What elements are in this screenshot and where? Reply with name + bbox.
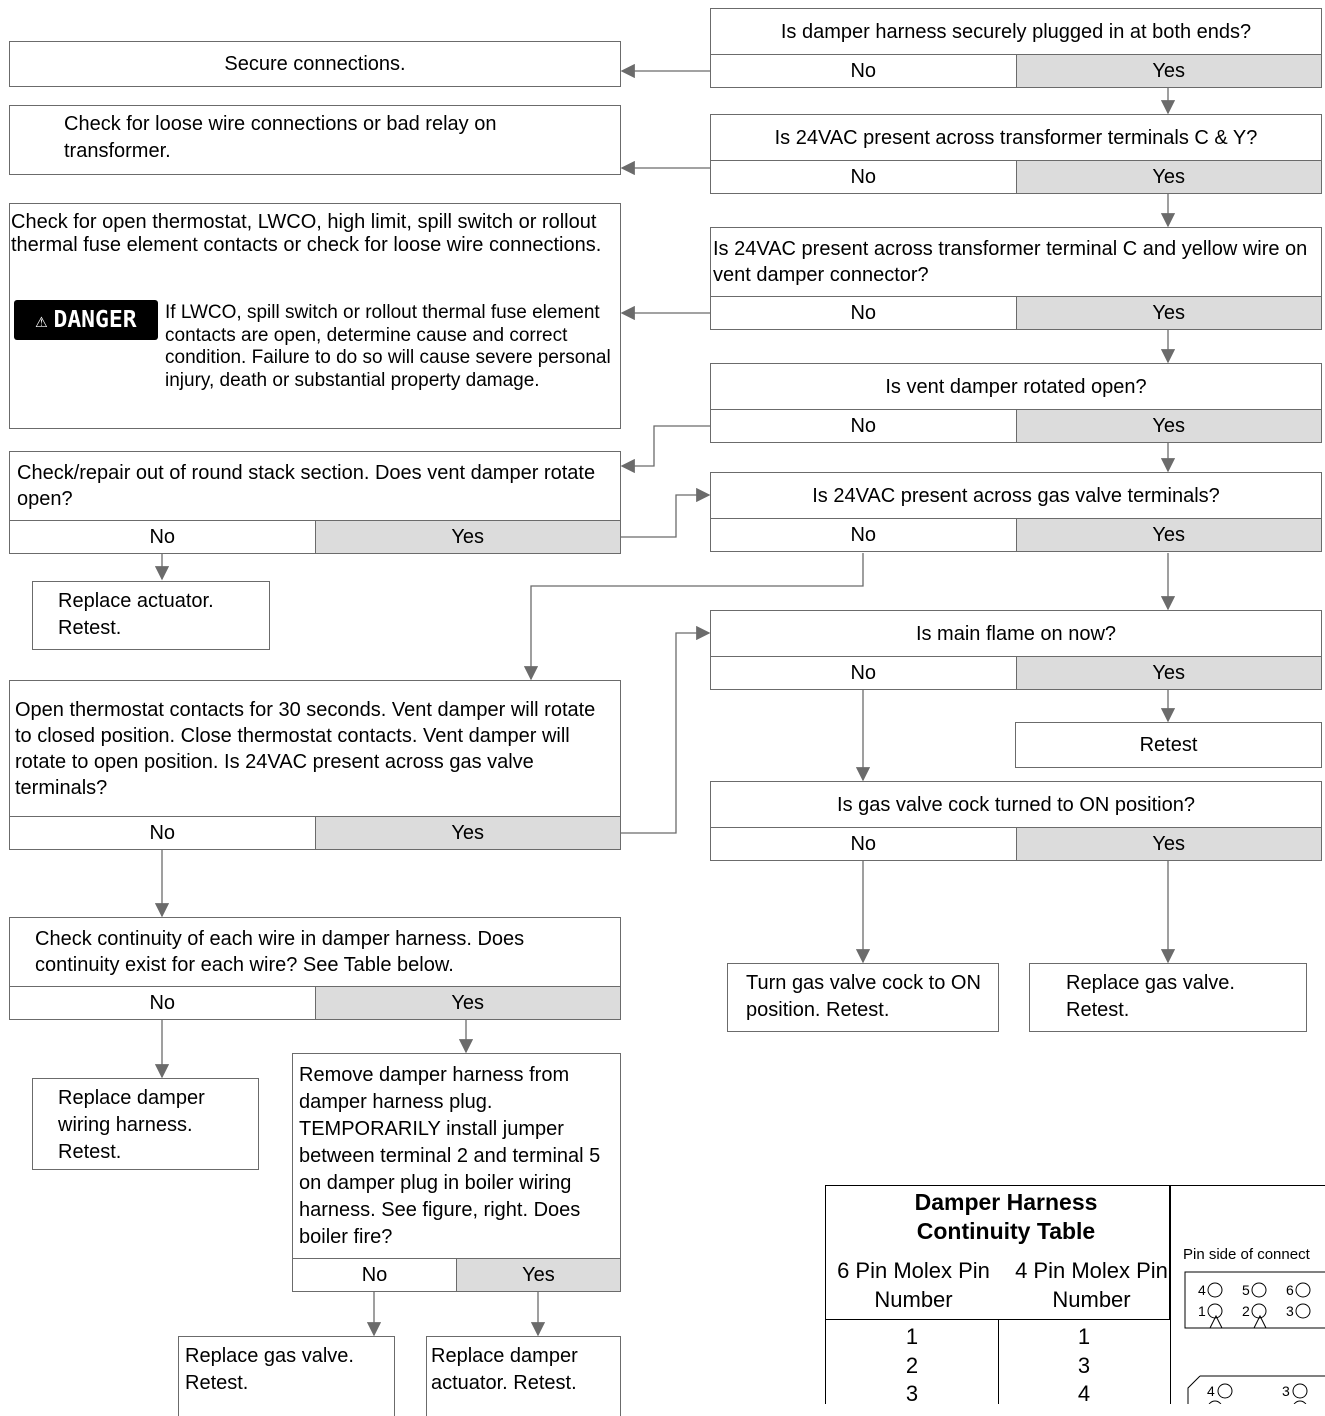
pin-label: 3 <box>1286 1303 1294 1319</box>
cell: 3 <box>905 1381 919 1404</box>
action-secure-connections <box>9 41 621 87</box>
action-turn-gas-cock: Turn gas valve cock to ON position. Retest. <box>727 963 999 1032</box>
answer-yes: Yes <box>315 987 621 1019</box>
answer-yes: Yes <box>1016 657 1322 689</box>
answer-no: No <box>850 302 877 324</box>
answer-no: No <box>149 992 176 1014</box>
pin-label: 1 <box>1198 1303 1206 1319</box>
action-text: Check for open thermostat, LWCO, high limit, spill switch or rollout thermal fuse element contacts or check for loose wire connections. <box>11 211 602 256</box>
cell: 1 <box>1077 1324 1091 1349</box>
answer-no: No <box>850 166 877 188</box>
connector-figure <box>1170 1266 1325 1404</box>
action-replace-damper-actuator: Replace damper actuator. Retest. <box>426 1336 621 1416</box>
arrow-q4-no <box>622 426 711 466</box>
cell: 1 <box>905 1324 919 1349</box>
question-vent-damper-open <box>710 363 1322 443</box>
question-open-thermostat <box>9 680 621 850</box>
question-text: Open thermostat contacts for 30 seconds. Vent damper will rotate to closed position. Close thermostat contacts. Vent damper will rotate to open position. Is 24VAC present across gas valve terminals? <box>9 680 621 816</box>
pin-label: 4 <box>1207 1383 1215 1399</box>
table-row <box>826 1323 1170 1404</box>
answer-no: No <box>149 526 176 548</box>
question-text: Is 24VAC present across transformer terminal C and yellow wire on vent damper connector? <box>710 227 1322 296</box>
answer-yes: Yes <box>315 521 621 553</box>
col2-header: 4 Pin Molex Pin Number <box>1015 1258 1168 1312</box>
answer-yes: Yes <box>315 817 621 849</box>
danger-label: DANGER <box>53 307 137 333</box>
answer-no: No <box>850 662 877 684</box>
figure-label: Pin side of connect <box>1183 1246 1310 1263</box>
question-text: Check/repair out of round stack section. Does vent damper rotate open? <box>9 451 621 520</box>
pin-label: 4 <box>1198 1282 1206 1298</box>
question-text: Is gas valve cock turned to ON position? <box>710 781 1322 827</box>
answer-yes: Yes <box>1016 297 1322 329</box>
question-main-flame <box>710 610 1322 690</box>
cell: 3 <box>1077 1352 1091 1378</box>
action-check-loose-wire: Check for loose wire connections or bad relay on transformer. <box>9 105 621 175</box>
pin-label: 5 <box>1242 1282 1250 1298</box>
question-24vac-gas-valve <box>710 472 1322 552</box>
pin-label: 6 <box>1286 1282 1294 1298</box>
question-harness-plugged <box>710 8 1322 88</box>
question-text: Is main flame on now? <box>710 610 1322 656</box>
danger-text: If LWCO, spill switch or rollout thermal fuse element contacts are open, determine cause and correct condition. Failure to do so will cause severe personal injury, death or substantial property damage. <box>165 302 611 391</box>
action-replace-gas-valve-2: Replace gas valve. Retest. <box>178 1336 395 1416</box>
question-text: Is 24VAC present across gas valve terminals? <box>710 472 1322 518</box>
question-text: Is 24VAC present across transformer terminals C & Y? <box>710 114 1322 160</box>
answer-yes: Yes <box>1016 161 1322 193</box>
question-text: Is damper harness securely plugged in at both ends? <box>710 8 1322 54</box>
table-title: Damper Harness Continuity Table <box>914 1189 1098 1244</box>
action-replace-actuator: Replace actuator. Retest. <box>32 581 270 650</box>
answer-no: No <box>850 524 877 546</box>
action-check-open-contacts <box>9 203 621 429</box>
action-replace-harness: Replace damper wiring harness. Retest. <box>32 1078 259 1170</box>
arrow-q4b-yes <box>621 495 709 537</box>
answer-yes: Yes <box>1016 55 1322 87</box>
action-retest <box>1015 722 1322 768</box>
answer-yes: Yes <box>1016 410 1322 442</box>
action-replace-gas-valve: Replace gas valve. Retest. <box>1029 963 1307 1032</box>
answer-yes: Yes <box>456 1259 620 1291</box>
question-24vac-transformer <box>710 114 1322 194</box>
question-continuity <box>9 917 621 1020</box>
action-text: Secure connections. <box>224 52 406 75</box>
answer-no: No <box>149 822 176 844</box>
question-gas-valve-cock <box>710 781 1322 861</box>
question-text: Check continuity of each wire in damper harness. Does continuity exist for each wire? See Table below. <box>9 917 621 986</box>
pin-label: 3 <box>1282 1383 1290 1399</box>
continuity-table <box>825 1185 1325 1404</box>
cell: 2 <box>905 1352 919 1378</box>
answer-no: No <box>361 1264 388 1286</box>
arrow-q7-yes <box>621 633 709 833</box>
question-24vac-yellow-wire <box>710 227 1322 330</box>
question-repair-stack <box>9 451 621 554</box>
answer-no: No <box>850 415 877 437</box>
answer-no: No <box>850 60 877 82</box>
question-text: Is vent damper rotated open? <box>710 363 1322 409</box>
warning-triangle-icon: ⚠ <box>35 308 48 332</box>
answer-yes: Yes <box>1016 519 1322 551</box>
pin-label: 2 <box>1242 1303 1250 1319</box>
question-text: Remove damper harness from damper harness plug. TEMPORARILY install jumper between terminal 2 and terminal 5 on damper plug in boiler wiring harness. See figure, right. Does boiler fire? <box>292 1053 621 1258</box>
cell: 4 <box>1077 1381 1091 1404</box>
question-jumper-test <box>292 1053 621 1292</box>
answer-no: No <box>850 833 877 855</box>
answer-yes: Yes <box>1016 828 1322 860</box>
col1-header: 6 Pin Molex Pin Number <box>837 1258 990 1312</box>
action-text: Retest <box>1139 733 1198 756</box>
danger-badge <box>14 300 158 340</box>
